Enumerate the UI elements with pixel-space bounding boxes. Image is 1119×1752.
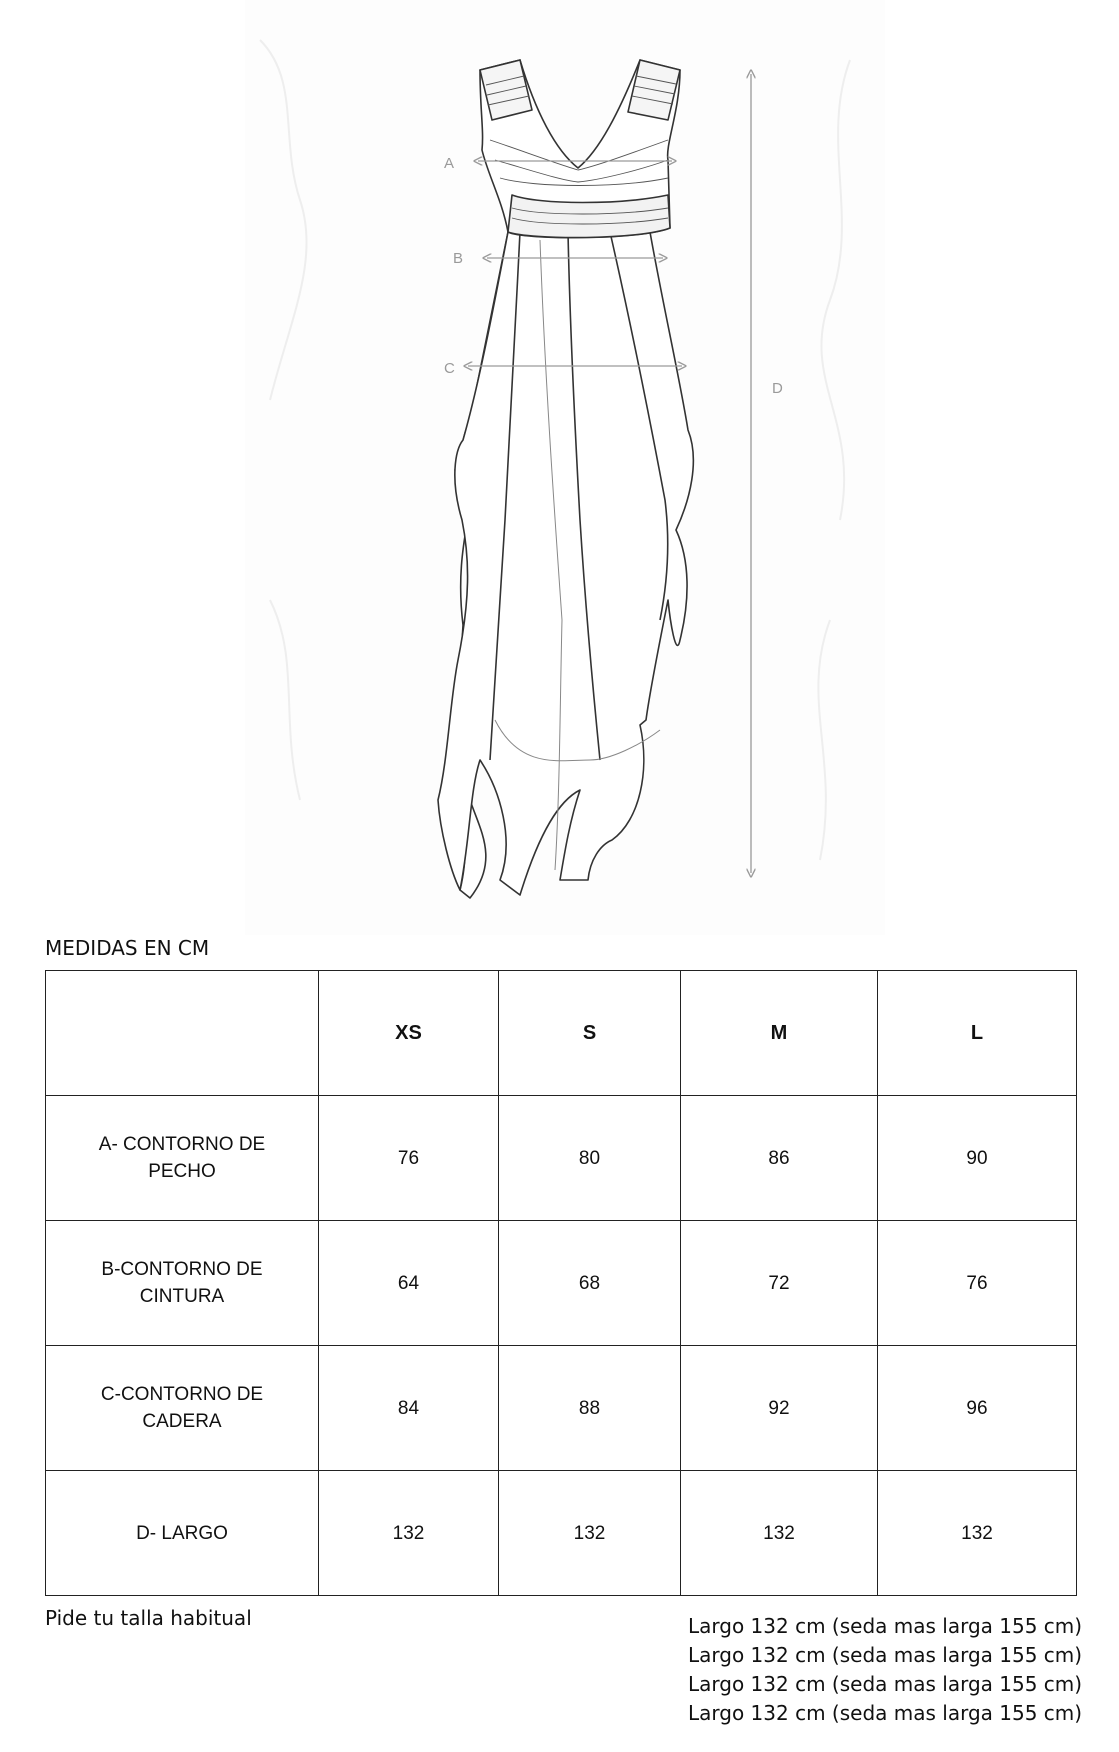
length-notes (688, 1612, 1088, 1728)
table-cell: 80 (499, 1096, 681, 1221)
table-row (46, 1221, 1077, 1346)
table-cell: 76 (878, 1221, 1077, 1346)
row-label: C-CONTORNO DE CADERA (46, 1346, 319, 1471)
table-cell: 92 (681, 1346, 878, 1471)
length-note: Largo 132 cm (seda mas larga 155 cm) (688, 1614, 1083, 1638)
table-cell: 64 (319, 1221, 499, 1346)
row-label: D- LARGO (46, 1471, 319, 1596)
length-note: Largo 132 cm (seda mas larga 155 cm) (688, 1672, 1083, 1696)
table-cell: 68 (499, 1221, 681, 1346)
table-cell: 90 (878, 1096, 1077, 1221)
table-cell: 72 (681, 1221, 878, 1346)
header-s: S (499, 971, 681, 1096)
table-cell: 76 (319, 1096, 499, 1221)
table-row (46, 1096, 1077, 1221)
header-xs: XS (319, 971, 499, 1096)
label-d: D (772, 380, 783, 397)
label-b: B (453, 250, 464, 267)
table-cell: 132 (681, 1471, 878, 1596)
table-cell: 132 (499, 1471, 681, 1596)
row-label: A- CONTORNO DE PECHO (46, 1096, 319, 1221)
row-label: B-CONTORNO DE CINTURA (46, 1221, 319, 1346)
header-empty (46, 971, 319, 1096)
table-cell: 88 (499, 1346, 681, 1471)
size-advice-note: Pide tu talla habitual (45, 1606, 252, 1630)
label-a: A (444, 155, 455, 172)
length-note: Largo 132 cm (seda mas larga 155 cm) (688, 1643, 1083, 1667)
header-l: L (878, 971, 1077, 1096)
units-title: MEDIDAS EN CM (45, 936, 210, 960)
label-c: C (444, 360, 455, 377)
table-cell: 84 (319, 1346, 499, 1471)
header-row (46, 971, 1077, 1096)
header-m: M (681, 971, 878, 1096)
size-table (45, 970, 1077, 1596)
table-row (46, 1471, 1077, 1596)
table-cell: 86 (681, 1096, 878, 1221)
table-row (46, 1346, 1077, 1471)
table-cell: 96 (878, 1346, 1077, 1471)
table-cell: 132 (878, 1471, 1077, 1596)
table-cell: 132 (319, 1471, 499, 1596)
length-note: Largo 132 cm (seda mas larga 155 cm) (688, 1701, 1083, 1725)
